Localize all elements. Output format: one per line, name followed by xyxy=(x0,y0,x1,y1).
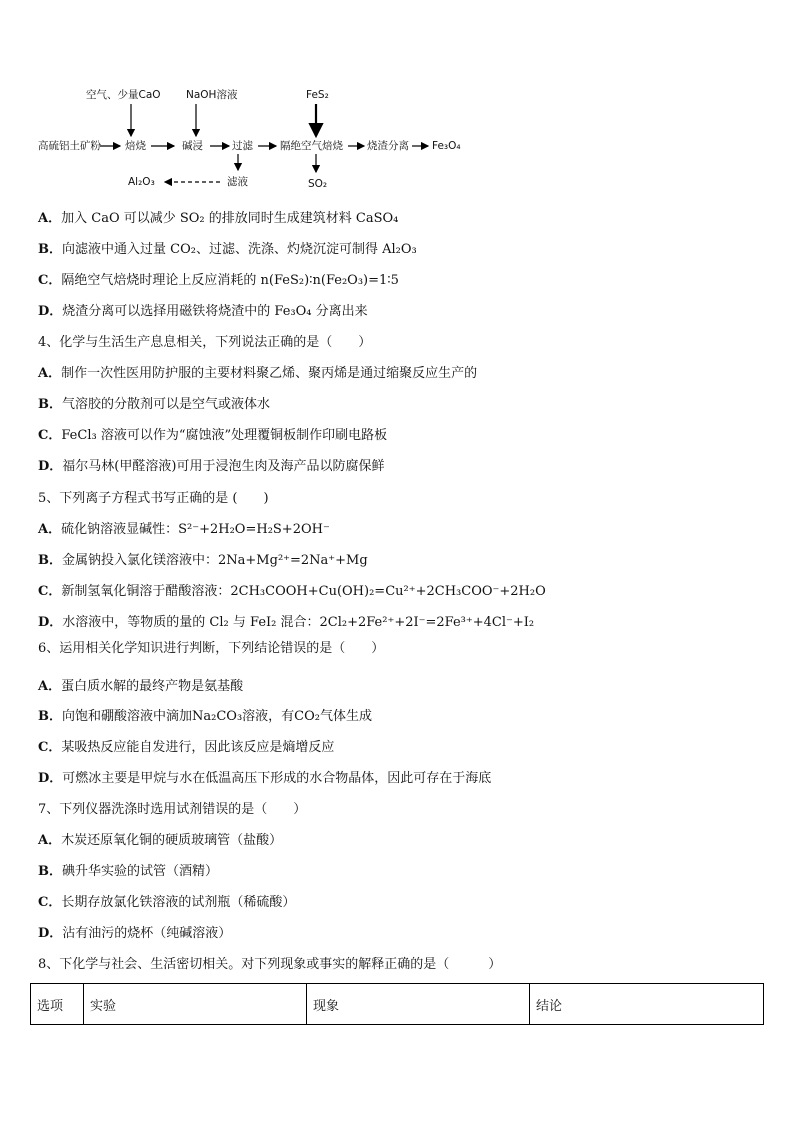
flow-step-roast: 焙烧 xyxy=(125,140,146,152)
q5-option-c: C．新制氢氧化铜溶于醋酸溶液：2CH₃COOH+Cu(OH)₂=Cu²⁺+2CH₃COO⁻+2H₂O xyxy=(38,584,546,599)
q6-option-d: D．可燃冰主要是甲烷与水在低温高压下形成的水合物晶体，因此可存在于海底 xyxy=(38,771,492,786)
q6-option-c: C．某吸热反应能自发进行，因此该反应是熵增反应 xyxy=(38,740,335,755)
table-header-experiment: 实验 xyxy=(84,984,307,1025)
flow-label-fes2: FeS₂ xyxy=(306,89,329,101)
flow-step-fe3o4: Fe₃O₄ xyxy=(432,140,461,152)
q7-stem: 7、下列仪器洗涤时选用试剂错误的是（ ） xyxy=(38,802,307,817)
table-header-option: 选项 xyxy=(31,984,84,1025)
q5-option-b: B．金属钠投入氯化镁溶液中：2Na+Mg²⁺=2Na⁺+Mg xyxy=(38,553,368,568)
q6-stem: 6、运用相关化学知识进行判断，下列结论错误的是（ ） xyxy=(38,641,385,656)
q8-table xyxy=(30,983,764,1025)
q3-option-c: C．隔绝空气焙烧时理论上反应消耗的 n(FeS₂)∶n(Fe₂O₃)=1∶5 xyxy=(38,273,399,288)
flow-step-filter: 过滤 xyxy=(232,140,253,152)
flow-filtrate: 滤液 xyxy=(227,176,248,188)
table-header-conclusion: 结论 xyxy=(530,984,764,1025)
q5-stem: 5、下列离子方程式书写正确的是 ( ) xyxy=(38,491,269,506)
table-header-row xyxy=(31,984,764,1025)
flow-al2o3: Al₂O₃ xyxy=(128,176,155,188)
q5-option-d: D．水溶液中，等物质的量的 Cl₂ 与 FeI₂ 混合：2Cl₂+2Fe²⁺+2I⁻=2Fe³⁺+4Cl⁻+I₂ xyxy=(38,615,535,630)
q7-option-a: A．木炭还原氧化铜的硬质玻璃管（盐酸） xyxy=(38,833,283,848)
q5-option-a: A．硫化钠溶液显碱性：S²⁻+2H₂O=H₂S+2OH⁻ xyxy=(38,522,330,537)
flow-step-separate: 烧渣分离 xyxy=(367,140,409,152)
q6-option-a: A．蛋白质水解的最终产物是氨基酸 xyxy=(38,679,244,694)
flow-step-alkali: 碱浸 xyxy=(182,140,203,152)
process-flowchart xyxy=(30,82,470,197)
flow-label-naoh: NaOH溶液 xyxy=(186,89,238,101)
q4-option-c: C．FeCl₃ 溶液可以作为“腐蚀液”处理覆铜板制作印刷电路板 xyxy=(38,428,388,443)
q7-option-c: C．长期存放氯化铁溶液的试剂瓶（稀硫酸） xyxy=(38,895,296,910)
q4-option-b: B．气溶胶的分散剂可以是空气或液体水 xyxy=(38,397,271,412)
q8-stem: 8、下化学与社会、生活密切相关。对下列现象或事实的解释正确的是（ ） xyxy=(38,957,502,972)
flow-label-air-cao: 空气、少量CaO xyxy=(86,89,161,101)
q4-stem: 4、化学与生活生产息息相关，下列说法正确的是（ ） xyxy=(38,335,372,350)
q3-option-a: A．加入 CaO 可以减少 SO₂ 的排放同时生成建筑材料 CaSO₄ xyxy=(38,211,399,226)
q7-option-d: D．沾有油污的烧杯（纯碱溶液） xyxy=(38,926,232,941)
q4-option-d: D．福尔马林(甲醛溶液)可用于浸泡生肉及海产品以防腐保鲜 xyxy=(38,459,385,474)
q7-option-b: B．碘升华实验的试管（酒精） xyxy=(38,864,219,879)
flow-so2: SO₂ xyxy=(308,178,328,190)
q6-option-b: B．向饱和硼酸溶液中滴加Na₂CO₃溶液，有CO₂气体生成 xyxy=(38,709,372,724)
q4-option-a: A．制作一次性医用防护服的主要材料聚乙烯、聚丙烯是通过缩聚反应生产的 xyxy=(38,366,478,381)
q3-option-d: D．烧渣分离可以选择用磁铁将烧渣中的 Fe₃O₄ 分离出来 xyxy=(38,304,368,319)
flow-step-ore: 高硫铝土矿粉 xyxy=(38,140,101,152)
flow-step-anaerobic-roast: 隔绝空气焙烧 xyxy=(280,140,343,152)
table-header-phenomenon: 现象 xyxy=(307,984,530,1025)
q3-option-b: B．向滤液中通入过量 CO₂、过滤、洗涤、灼烧沉淀可制得 Al₂O₃ xyxy=(38,242,417,257)
